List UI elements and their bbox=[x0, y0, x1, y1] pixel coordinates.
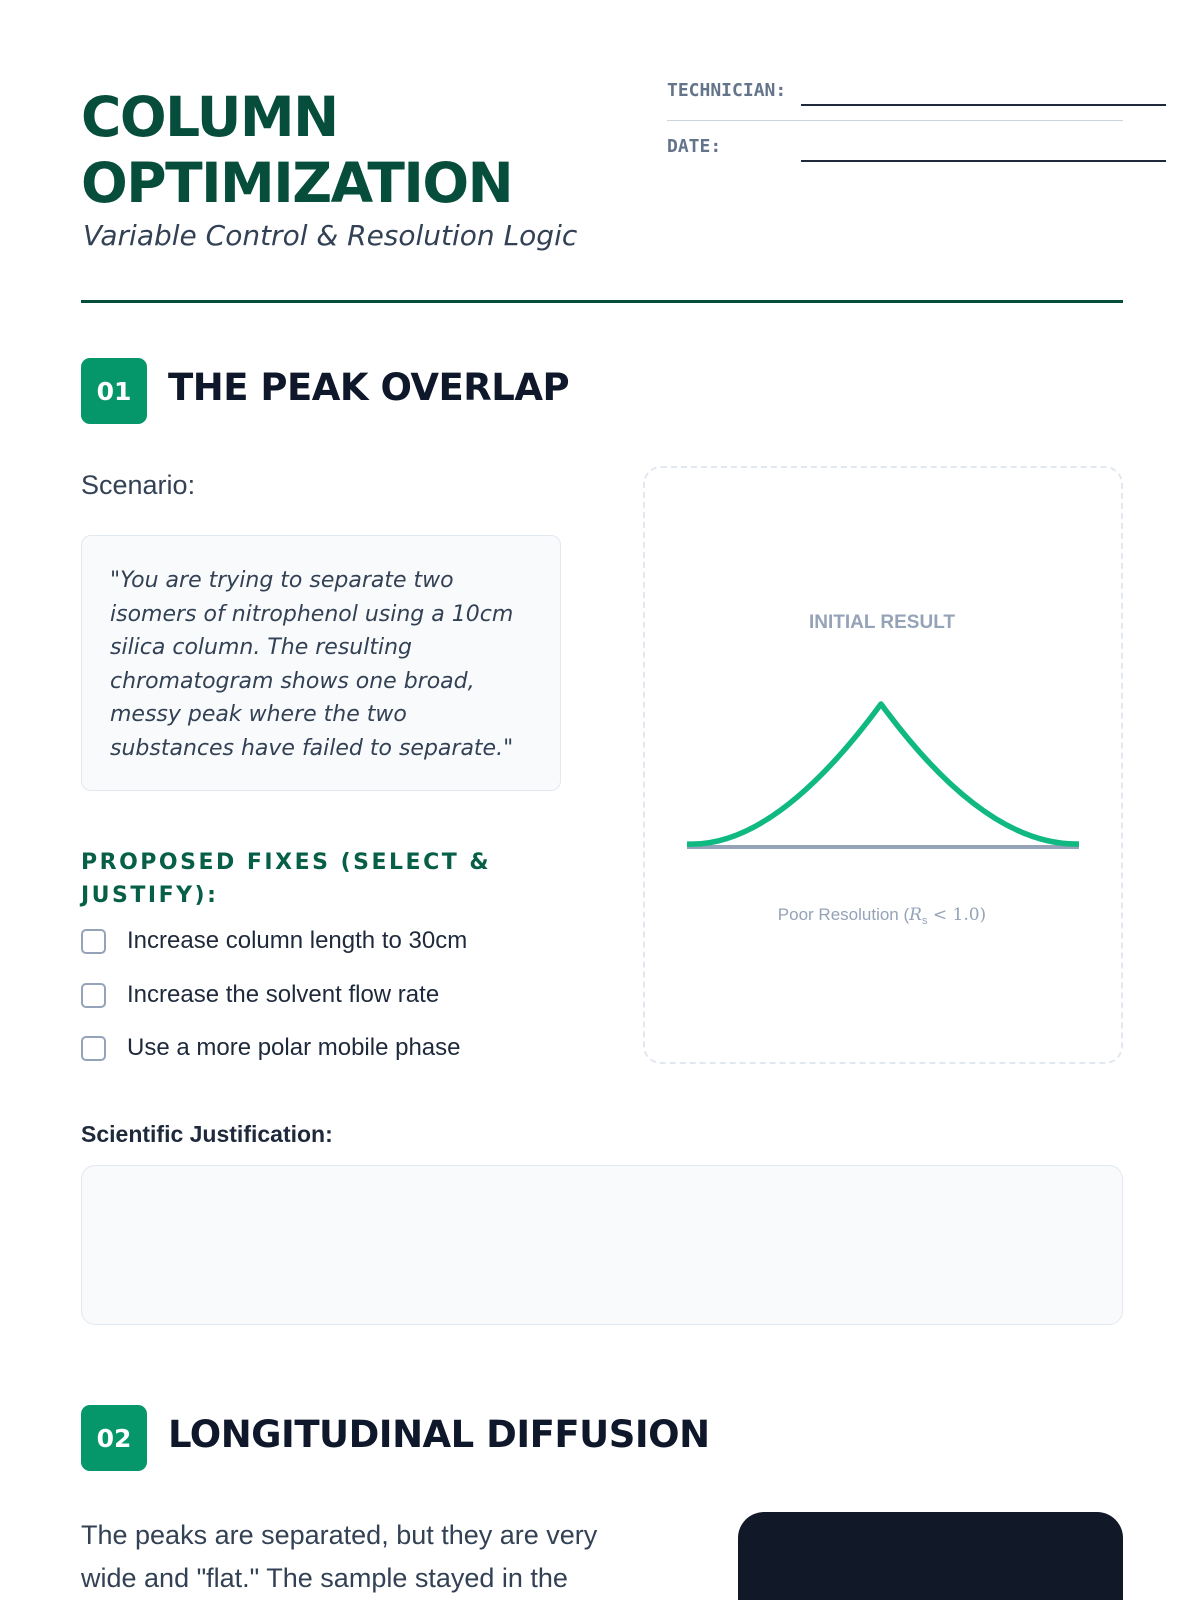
chromatogram-card bbox=[643, 466, 1123, 1064]
scenario-text: "You are trying to separate two isomers of nitrophenol using a 10cm silica column. The resulting chromatogram shows one broad, messy peak where the two substances have failed to separate." bbox=[110, 568, 514, 761]
option-row[interactable] bbox=[81, 981, 439, 1009]
section-intro-text bbox=[81, 1514, 661, 1600]
date-row bbox=[667, 136, 721, 157]
section-number-badge: 02 bbox=[81, 1405, 147, 1471]
date-label: DATE: bbox=[667, 136, 722, 157]
page-title-line-1: COLUMN bbox=[81, 85, 338, 149]
section-number-badge: 01 bbox=[81, 358, 147, 424]
page-title-line-2: OPTIMIZATION bbox=[81, 151, 513, 215]
justification-label: Scientific Justification: bbox=[81, 1121, 333, 1147]
option-row[interactable] bbox=[81, 1034, 461, 1062]
chart-title: INITIAL RESULT bbox=[808, 612, 956, 633]
checkbox[interactable] bbox=[81, 1036, 106, 1061]
section-title: LONGITUDINAL DIFFUSION bbox=[168, 1413, 710, 1456]
caption-subscript: s bbox=[921, 915, 928, 927]
date-field[interactable] bbox=[801, 160, 1166, 162]
proposed-fixes-heading: PROPOSED FIXES (SELECT & JUSTIFY): bbox=[81, 850, 492, 908]
scenario-box bbox=[81, 535, 561, 791]
scenario-label: Scenario: bbox=[81, 470, 196, 500]
checkbox[interactable] bbox=[81, 929, 106, 954]
option-label: Increase the solvent flow rate bbox=[127, 981, 440, 1008]
chromatogram-illustration bbox=[645, 468, 1125, 1066]
dark-info-card bbox=[738, 1512, 1123, 1600]
technician-field[interactable] bbox=[801, 104, 1166, 106]
checkbox[interactable] bbox=[81, 983, 106, 1008]
broad-peak-curve bbox=[687, 704, 1079, 844]
caption-symbol: R bbox=[909, 905, 922, 925]
page-title bbox=[81, 84, 512, 216]
option-label: Use a more polar mobile phase bbox=[127, 1034, 461, 1061]
caption-prefix: Poor Resolution ( bbox=[777, 905, 910, 924]
option-label: Increase column length to 30cm bbox=[127, 927, 468, 954]
header-divider bbox=[81, 300, 1123, 303]
justification-input[interactable] bbox=[81, 1165, 1123, 1325]
intro-line: wide and "flat." The sample stayed in the bbox=[81, 1563, 568, 1593]
intro-line: The peaks are separated, but they are very bbox=[81, 1520, 598, 1550]
section-title: THE PEAK OVERLAP bbox=[168, 366, 570, 409]
page-subtitle: Variable Control & Resolution Logic bbox=[83, 219, 578, 252]
caption-suffix: < 1.0) bbox=[927, 905, 987, 925]
technician-row bbox=[667, 80, 786, 101]
chart-caption bbox=[778, 905, 986, 927]
meta-divider bbox=[667, 120, 1123, 121]
technician-label: TECHNICIAN: bbox=[667, 80, 787, 101]
option-row[interactable] bbox=[81, 927, 467, 955]
